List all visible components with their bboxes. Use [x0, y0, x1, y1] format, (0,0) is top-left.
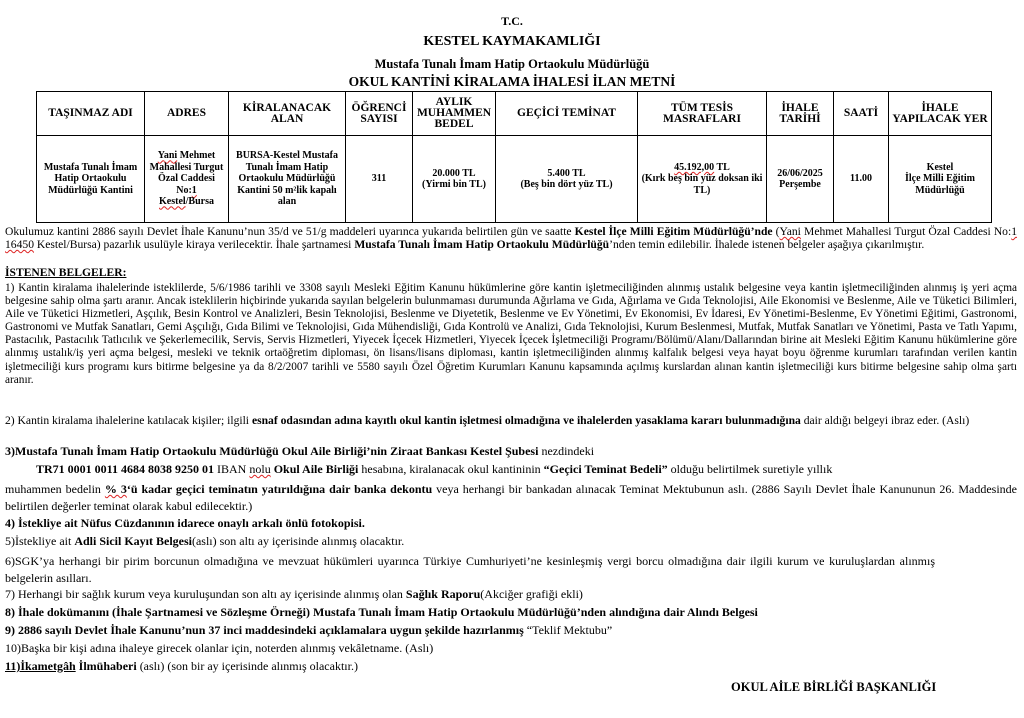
cell-tarih	[767, 136, 834, 223]
item-11	[5, 660, 1017, 673]
header-kaymakamlik: KESTEL KAYMAKAMLIĞI	[423, 34, 601, 49]
item-bold: ‘ü kadar geçici teminatın yatırıldığına dair banka dekontu	[126, 482, 433, 496]
yer-2: İlçe Milli Eğitim Müdürlüğü	[905, 173, 975, 196]
item-text: 5)İstekliye ait	[5, 534, 75, 548]
item-bold: Okul Aile Birliği	[270, 462, 359, 476]
item-4	[5, 517, 1017, 530]
col-header: AYLIK MUHAMMEN BEDEL	[413, 92, 496, 136]
item-bold: Adli Sicil Kayıt Belgesi	[74, 534, 192, 548]
yer-1: Kestel	[926, 161, 954, 173]
masraf-words: (Kırk beş bin yüz doksan iki TL)	[641, 173, 763, 196]
addr-part: Yani	[157, 150, 178, 162]
table-header-row	[37, 92, 992, 136]
item-text: veya herhangi bir bankadan alınacak Teminat Mektubunun aslı. (2886 Sayılı Devlet İhale Kanununun 26. Maddesinde belirtilen değerler teminat olarak kabul edilecektir.)	[5, 482, 1018, 513]
item-text: (aslı) son altı ay içerisinde alınmış olacaktır.	[191, 534, 405, 548]
item-3-line-3	[5, 481, 1017, 515]
cell-saat: 11.00	[834, 136, 889, 223]
item-bold: % 3	[104, 482, 127, 496]
addr-part: Kestel	[159, 196, 186, 208]
intro-text: Mehmet Mahallesi Turgut Özal Caddesi No:	[800, 225, 1012, 238]
item-text: (aslı) (son bir ay içerisinde alınmış olacaktır.)	[136, 659, 358, 673]
item-bold: 9) 2886 sayılı Devlet İhale Kanunu’nun 37 inci maddesindeki açıklamalara uygun şekilde hazırlanmış	[5, 623, 524, 637]
masraf-unit: TL	[714, 161, 730, 173]
item-bold: “Geçici Teminat Bedeli”	[543, 462, 668, 476]
col-header: İHALE YAPILACAK YER	[889, 92, 992, 136]
item-text: olduğu belirtilmek suretiyle yıllık	[667, 462, 833, 476]
item-bold: TR71 0001 0011 4684 8038 9250 01	[36, 462, 215, 476]
item-8	[5, 606, 1017, 619]
bedel-words: (Yirmi bin TL)	[422, 179, 486, 190]
cell-bedel	[413, 136, 496, 223]
item-text: hesabına, kiralanacak okul kantininin	[358, 462, 544, 476]
item-6: 6)SGK’ya herhangi bir pirim borcunun olmadığına ve mevzuat hükümleri uyarınca Türkiye Cumhuriyeti’ne kesinleşmiş vergi borcu olmadığına dair ilgili kurum ve kuruluşlardan alınmış belgelerin asılları.	[5, 554, 935, 585]
item-underlined: nolu	[249, 462, 271, 476]
col-header: ADRES	[145, 92, 229, 136]
item-bold: İlmühaberi	[78, 659, 137, 673]
col-header: GEÇİCİ TEMİNAT	[496, 92, 638, 136]
bedel-amount: 20.000 TL	[432, 167, 476, 179]
cell-tasinmaz: Mustafa Tunalı İmam Hatip Ortaokulu Müdürlüğü Kantini	[37, 136, 145, 223]
item-text: 7) Herhangi bir sağlık kurum veya kuruluşundan son altı ay içerisinde alınmış olan	[5, 587, 406, 601]
item-text: “Teklif Mektubu”	[523, 623, 613, 637]
intro-text: Okulumuz kantini 2886 sayılı Devlet İhale Kanunu’nun 35/d ve 51/g maddeleri uyarınca yukarıda belirtilen gün ve saatte	[5, 225, 575, 238]
teminat-amount: 5.400 TL	[547, 167, 586, 179]
col-header: SAATİ	[834, 92, 889, 136]
item-10: 10)Başka bir kişi adına ihaleye girecek olanlar için, noterden alınmış vekâletname. (Aslı)	[5, 641, 434, 655]
cell-adres	[145, 136, 229, 223]
addr-part: /Bursa	[185, 196, 214, 208]
docs-title-text: İSTENEN BELGELER:	[5, 266, 127, 279]
cell-masraf	[638, 136, 767, 223]
col-header: TÜM TESİS MASRAFLARI	[638, 92, 767, 136]
intro-bold: Mustafa Tunalı İmam Hatip Ortaokulu Müdürlüğü	[354, 238, 610, 252]
col-header: ÖĞRENCİ SAYISI	[346, 92, 413, 136]
tarih-date: 26/06/2025	[777, 167, 823, 179]
cell-yer	[889, 136, 992, 223]
item-2	[5, 414, 1017, 427]
notice-title: OKUL KANTİNİ KİRALAMA İHALESİ İLAN METNİ	[348, 74, 676, 89]
intro-text: Kestel/Bursa) pazarlık usulüyle kiraya verilecektir. İhale şartnamesi	[33, 238, 355, 252]
item-9	[5, 624, 1017, 637]
cell-ogrenci: 311	[346, 136, 413, 223]
item-3-line-1	[5, 445, 1017, 458]
item-text: (Akciğer grafiği ekli)	[480, 587, 583, 601]
masraf-amount: 45.192,00	[674, 161, 715, 173]
item-text: IBAN	[214, 462, 250, 476]
intro-underlined: Yani	[779, 225, 801, 238]
col-header: KİRALANACAK ALAN	[229, 92, 346, 136]
item-bold: 11)İkametgâh	[5, 659, 76, 673]
header-school: Mustafa Tunalı İmam Hatip Ortaokulu Müdürlüğü	[374, 57, 650, 71]
item-bold: Sağlık Raporu	[405, 587, 481, 601]
signature: OKUL AİLE BİRLİĞİ BAŞKANLIĞI	[731, 680, 937, 694]
item-1: 1) Kantin kiralama ihalelerinde isteklilerde, 5/6/1986 tarihli ve 3308 sayılı Mesleki Eğitim Kanunu hükümlerine göre kantin işletmeciliğinden alınmış ustalık belgesine veya kantin işletmeciliğinden alınmış iş yeri açma belgesine sahip olma şartı aranır. Ancak isteklilerin hiçbirinde yukarıda sayılan belgelerin bulunmaması durumunda Ağırlama ve Gıda, Ağırlama ve Gıda Teknolojisi, Aile Ekonomisi ve Beslenme, Aile ve Tüketici Bilimleri, Aile ve Tüketici Hizmetleri, Aşçılık, Besin Kontrol ve Analizleri, Besin Teknolojisi, Beslenme ve Diyetetik, Beslenme ve Ev Yönetimi, Ev Ekonomisi, Ev İdaresi, Ev Yönetimi-Beslenme, Ev Yönetimi Eğitimi, Gastronomi, Gastronomi ve Mutfak Sanatları, Gemi Aşçılığı, Gıda Bilimi ve Teknolojisi, Gıda Mühendisliği, Gıda Kontrolü ve Analizi, Gıda Teknolojisi, Kurum Beslenmesi, Mutfak, Mutfak Sanatları ve Yönetimi, Pasta ve Tatlı Yapımı, Pastacılık, Pastacılık Tatlıcılık ve Şekerlemecilik, Servis, Servis Hizmetleri, Yiyecek İçecek Hizmetleri, Yiyecek İçecek İşletmeciliği Programı/Bölümü/Alanı/Dallarından birine ait Mesleki Eğitim Kanunu hükümlerine göre alınmış ustalık/iş yeri açma belgesi, mesleki ve teknik ortaöğretim diploması, ön lisans/lisans diploması, kantin işletmeciliğinden alınmış kalfalık belgesi veya hayat boyu öğrenme kurumları tarafından verilen kantin işletmeciliği kurs programı kurs bitirme belgesine ya da 8/2/2007 tarihli ve 5580 sayılı Özel Öğretim Kurumları Kanunu kapsamında açılmış kurslardan alınan kantin işletmeciliği kurs bitirme belgesine sahip olma şartı aranır.	[5, 282, 1017, 386]
cell-alan: BURSA-Kestel Mustafa Tunalı İmam Hatip Ortaokulu Müdürlüğü Kantini 50 m²lik kapalı alan	[229, 136, 346, 223]
col-header: İHALE TARİHİ	[767, 92, 834, 136]
header-tc: T.C.	[501, 14, 523, 28]
docs-title	[5, 266, 1017, 279]
addr-part: 1	[191, 184, 197, 196]
item-7	[5, 588, 1017, 601]
item-text: nezdindeki	[538, 444, 595, 458]
item-text: 2) Kantin kiralama ihalelerine katılacak kişiler; ilgili	[5, 414, 252, 427]
item-3-line-2	[36, 463, 1024, 476]
item-text: dair aldığı belgeyi ibraz eder. (Aslı)	[800, 414, 970, 427]
addr-part: Mehmet Mahallesi Turgut Özal Caddesi No:	[149, 150, 224, 196]
tender-table	[36, 91, 992, 223]
intro-text: ’nden temin edilebilir. İhalede istenen belgeler aşağıya çıkarılmıştır.	[609, 238, 925, 252]
item-5	[5, 535, 1017, 548]
item-bold: 3)Mustafa Tunalı İmam Hatip Ortaokulu Müdürlüğü Okul Aile Birliği’nin Ziraat Bankası Kestel Şubesi	[5, 444, 539, 458]
item-bold: 8) İhale dokümanını (İhale Şartnamesi ve Sözleşme Örneği) Mustafa Tunalı İmam Hatip Ortaokulu Müdürlüğü’nden alındığına dair Alındı Belgesi	[5, 605, 758, 619]
item-text: muhammen bedelin	[5, 482, 105, 496]
intro-underlined: 1 16450	[5, 225, 1018, 252]
table-row	[37, 136, 992, 223]
intro-paragraph	[5, 225, 1017, 251]
cell-teminat	[496, 136, 638, 223]
intro-bold: Kestel İlçe Milli Eğitim Müdürlüğü’nde	[574, 225, 773, 238]
intro-text: (	[772, 225, 780, 238]
item-bold: esnaf odasından adına kayıtlı okul kantin işletmesi olmadığına ve ihalelerden yasaklama kararı bulunmadığına	[251, 414, 801, 427]
tarih-day: Perşembe	[779, 179, 821, 190]
col-header: TAŞINMAZ ADI	[37, 92, 145, 136]
item-bold: 4) İstekliye ait Nüfus Cüzdanının idarece onaylı arkalı önlü fotokopisi.	[5, 516, 365, 530]
teminat-words: (Beş bin dört yüz TL)	[520, 179, 613, 190]
